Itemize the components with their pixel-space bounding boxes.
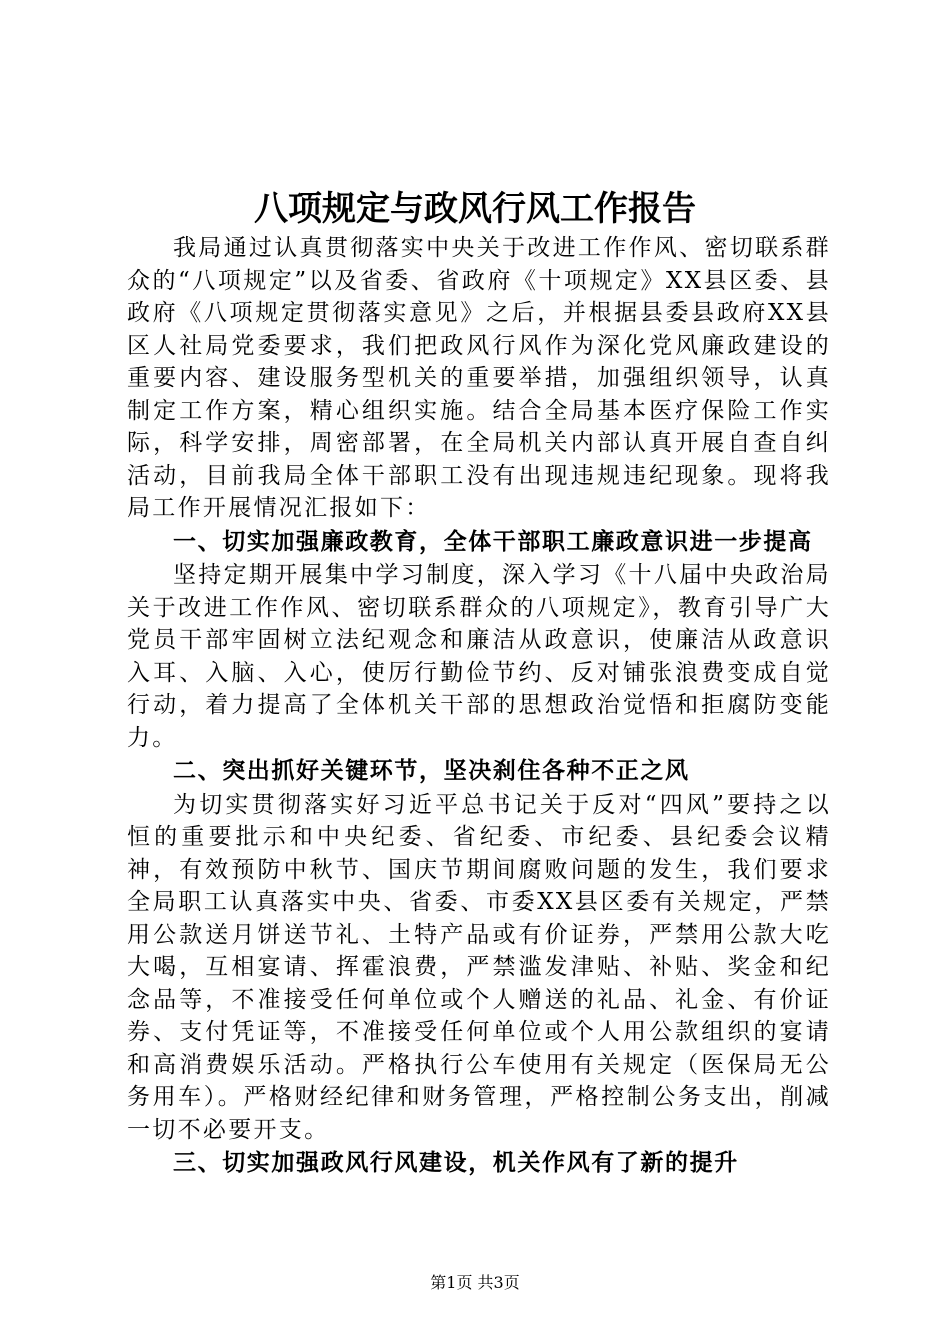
section-1-paragraph: 坚持定期开展集中学习制度，深入学习《十八届中央政治局关于改进工作作风、密切联系群众的八项规定》，教育引导广大党员干部牢固树立法纪观念和廉洁从政意识，使廉洁从政意识入耳、入脑、入心，使厉行勤俭节约、反对铺张浪费变成自觉行动，着力提高了全体机关干部的思想政治觉悟和拒腐防变能力。: [127, 562, 831, 751]
intro-paragraph: 我局通过认真贯彻落实中央关于改进工作作风、密切联系群众的“八项规定”以及省委、省政府《十项规定》XX县区委、县政府《八项规定贯彻落实意见》之后，并根据县委县政府XX县区人社局党委要求，我们把政风行风作为深化党风廉政建设的重要内容、建设服务型机关的重要举措，加强组织领导，认真制定工作方案，精心组织实施。结合全局基本医疗保险工作实际，科学安排，周密部署，在全局机关内部认真开展自查自纠活动，目前我局全体干部职工没有出现违规违纪现象。现将我局工作开展情况汇报如下：: [127, 235, 831, 521]
page-number-footer: 第1页 共3页: [430, 1273, 520, 1292]
section-heading-3: 三、切实加强政风行风建设，机关作风有了新的提升: [173, 1150, 739, 1176]
section-2-paragraph: 为切实贯彻落实好习近平总书记关于反对“四风”要持之以恒的重要批示和中央纪委、省纪委、市纪委、县纪委会议精神，有效预防中秋节、国庆节期间腐败问题的发生，我们要求全局职工认真落实中央、省委、市委XX县区委有关规定，严禁用公款送月饼送节礼、土特产品或有价证券，严禁用公款大吃大喝，互相宴请、挥霍浪费，严禁滥发津贴、补贴、奖金和纪念品等，不准接受任何单位或个人赠送的礼品、礼金、有价证券、支付凭证等，不准接受任何单位或个人用公款组织的宴请和高消费娱乐活动。严格执行公车使用有关规定（医保局无公务用车）。严格财经纪律和财务管理，严格控制公务支出，削减一切不必要开支。: [127, 791, 831, 1143]
document-body: [127, 232, 831, 1181]
section-heading-1: 一、切实加强廉政教育，全体干部职工廉政意识进一步提高: [173, 528, 813, 555]
section-heading-2: 二、突出抓好关键环节，坚决刹住各种不正之风: [173, 758, 690, 784]
document-title: 八项规定与政风行风工作报告: [254, 189, 696, 229]
